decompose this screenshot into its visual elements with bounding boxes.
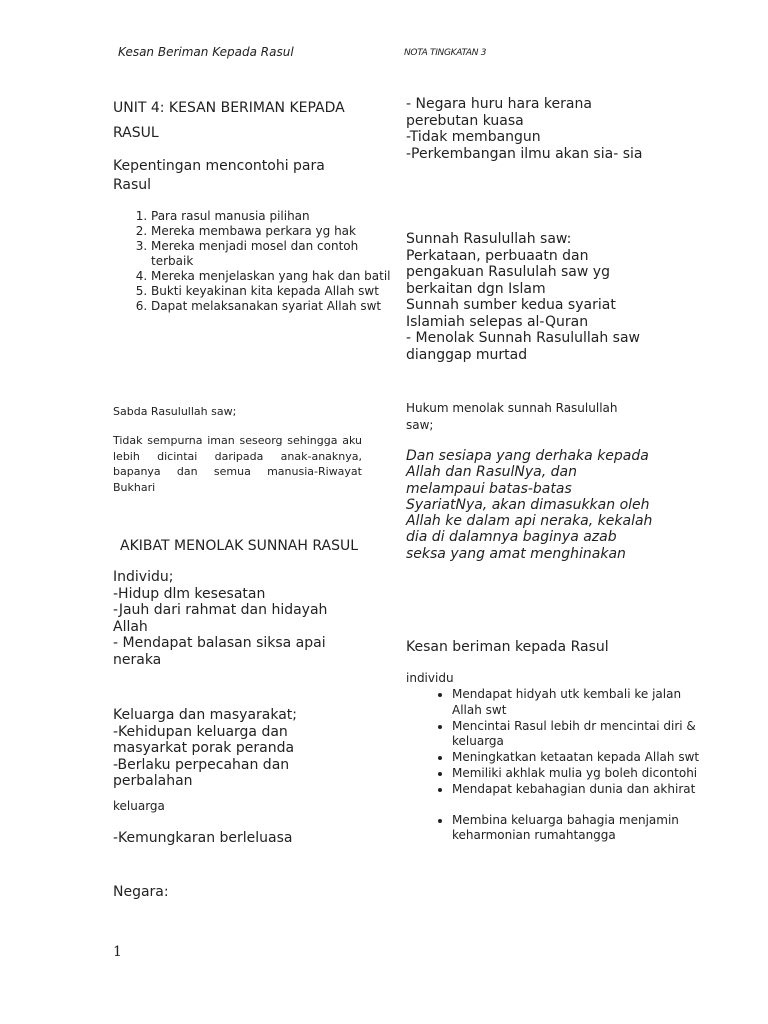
list-item: 3. Mereka menjadi mosel dan contoh terbaik xyxy=(151,239,391,269)
list-item: • Mencintai Rasul lebih dr mencintai diri & keluarga xyxy=(452,719,700,751)
text-line: Hukum menolak sunnah Rasulullah xyxy=(406,401,618,415)
list-item: 1. Para rasul manusia pilihan xyxy=(151,209,391,224)
text-line: - Negara huru hara kerana xyxy=(406,96,592,112)
section-heading-kepentingan xyxy=(113,157,368,195)
quote-line: Allah ke dalam api neraka, kekalah xyxy=(406,513,653,530)
text-line: berkaitan dgn Islam xyxy=(406,280,546,297)
header-subtitle: NOTA TINGKATAN 3 xyxy=(404,48,487,58)
section-heading-kesan: Kesan beriman kepada Rasul xyxy=(406,639,609,655)
quran-quote xyxy=(406,448,654,562)
unit-title-line: UNIT 4: KESAN BERIMAN KEPADA xyxy=(113,100,345,116)
kesan-list xyxy=(406,687,700,844)
text-line: -Berlaku perpecahan dan xyxy=(113,756,290,773)
header-title: Kesan Beriman Kepada Rasul xyxy=(118,45,294,59)
sunnah-block xyxy=(406,231,654,363)
text-line: -Kehidupan keluarga dan xyxy=(113,723,288,740)
quote-line: seksa yang amat menghinakan xyxy=(406,545,626,562)
text-line: - Menolak Sunnah Rasulullah saw xyxy=(406,330,641,346)
list-item: • Mendapat kebahagian dunia dan akhirat xyxy=(452,782,700,798)
list-item: • Meningkatkan ketaatan kepada Allah swt xyxy=(452,750,700,766)
text-line: perebutan kuasa xyxy=(406,112,524,129)
text-line: - Mendapat balasan siksa apai xyxy=(113,635,326,651)
sabda-heading: Sabda Rasulullah saw; xyxy=(113,405,237,418)
text-line: perbalahan xyxy=(113,773,193,789)
individu-block xyxy=(113,569,368,668)
text-line: -Tidak membangun xyxy=(406,129,541,145)
quote-line: Dan sesiapa yang derhaka kepada xyxy=(406,448,649,464)
text-line: Allah xyxy=(113,618,148,635)
list-item: • Membina keluarga bahagia menjamin keharmonian rumahtangga xyxy=(452,813,700,845)
text-line: pengakuan Rasululah saw yg xyxy=(406,264,610,280)
kepentingan-list xyxy=(113,209,391,314)
heading-line: Rasul xyxy=(113,177,152,193)
hukum-heading xyxy=(406,400,654,434)
unit-title-line: RASUL xyxy=(113,125,159,141)
list-item: 5. Bukti keyakinan kita kepada Allah swt xyxy=(151,284,391,299)
text-line: -Perkembangan ilmu akan sia- sia xyxy=(406,145,643,162)
page-number: 1 xyxy=(113,944,122,960)
text-line: dianggap murtad xyxy=(406,346,528,363)
kemungkaran-text: -Kemungkaran berleluasa xyxy=(113,830,293,846)
individu-label: individu xyxy=(406,671,454,685)
text-line: Sunnah Rasulullah saw: xyxy=(406,231,572,247)
heading-line: Kepentingan mencontohi para xyxy=(113,158,325,174)
list-item: • Mendapat hidyah utk kembali ke jalan Allah swt xyxy=(452,687,700,719)
keluarga-label: keluarga xyxy=(113,799,165,813)
text-line: Keluarga dan masyarakat; xyxy=(113,707,298,723)
text-line: Sunnah sumber kedua syariat xyxy=(406,297,616,313)
list-item: 2. Mereka membawa perkara yg hak xyxy=(151,224,391,239)
quote-line: dia di dalamnya baginya azab xyxy=(406,529,617,546)
section-heading-akibat: AKIBAT MENOLAK SUNNAH RASUL xyxy=(120,538,359,554)
text-line: -Jauh dari rahmat dan hidayah xyxy=(113,602,328,618)
quote-line: Allah dan RasulNya, dan xyxy=(406,464,577,481)
text-line: masyarkat porak peranda xyxy=(113,740,295,756)
text-line: Perkataan, perbuaatn dan xyxy=(406,247,589,264)
hadith-text: Tidak sempurna iman seseorg sehingga aku lebih dicintai daripada anak-anaknya, bapanya dan semua manusia-Riwayat Bukhari xyxy=(113,434,362,494)
list-item: 6. Dapat melaksanakan syariat Allah swt xyxy=(151,299,391,314)
negara-label: Negara: xyxy=(113,884,169,900)
keluarga-block xyxy=(113,707,368,790)
quote-line: melampaui batas-batas xyxy=(406,480,572,497)
quote-line: SyariatNya, akan dimasukkan oleh xyxy=(406,496,650,513)
list-item: 4. Mereka menjelaskan yang hak dan batil xyxy=(151,269,391,284)
text-line: -Hidup dlm kesesatan xyxy=(113,585,266,602)
text-line: saw; xyxy=(406,418,434,432)
text-line: Islamiah selepas al-Quran xyxy=(406,313,589,330)
text-line: neraka xyxy=(113,651,162,668)
unit-title xyxy=(113,96,368,146)
list-item: • Memiliki akhlak mulia yg boleh dicontohi xyxy=(452,766,700,782)
negara-block xyxy=(406,96,654,162)
text-line: Individu; xyxy=(113,569,174,585)
